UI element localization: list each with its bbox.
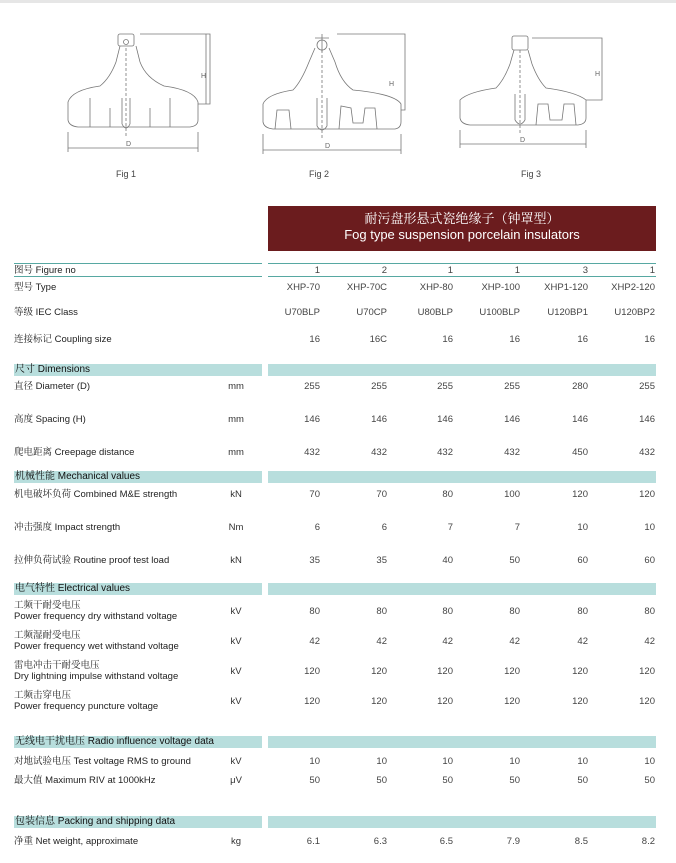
- value-cell: 8.5: [574, 836, 588, 847]
- row-label-en: Combined M&E strength: [73, 489, 178, 500]
- value-cell: 255: [504, 381, 520, 392]
- value-cell: 1: [514, 265, 520, 276]
- value-cell: XHP-100: [481, 282, 520, 293]
- unit-label: kN: [230, 555, 242, 566]
- row-label: [14, 282, 56, 293]
- section-title-zh: 无线电干扰电压: [15, 736, 85, 747]
- value-cell: 6.1: [306, 836, 320, 847]
- row-label-zh: 爬电距离: [14, 447, 53, 458]
- value-cell: 3: [582, 265, 588, 276]
- header-rule-right: [268, 263, 656, 264]
- row-label: [14, 836, 138, 847]
- row-label-zh: 工频干耐受电压: [14, 600, 81, 611]
- value-cell: 10: [309, 756, 320, 767]
- row-label-en: Maximum RIV at 1000kHz: [45, 775, 156, 786]
- value-cell: 432: [639, 447, 655, 458]
- value-cell: 6: [314, 522, 320, 533]
- value-cell: 432: [304, 447, 320, 458]
- value-cell: 432: [437, 447, 453, 458]
- insulator-drawing-fig2: [255, 28, 425, 163]
- value-cell: 42: [376, 636, 387, 647]
- value-cell: 120: [304, 696, 320, 707]
- section-title-zh: 机械性能: [15, 471, 55, 482]
- row-label-zh: 雷电冲击干耐受电压: [14, 660, 100, 671]
- value-cell: 42: [577, 636, 588, 647]
- unit-label: kN: [230, 489, 242, 500]
- row-label: [14, 630, 179, 652]
- row-label-en: Power frequency wet withstand voltage: [14, 641, 179, 652]
- value-cell: 120: [304, 666, 320, 677]
- row-label-en: Power frequency dry withstand voltage: [14, 611, 178, 622]
- figure-caption-2: Fig 2: [308, 169, 329, 179]
- unit-label: Nm: [228, 522, 244, 533]
- value-cell: 120: [572, 489, 588, 500]
- value-cell: 80: [376, 606, 387, 617]
- row-label-zh: 图号: [14, 265, 34, 276]
- value-cell: 146: [304, 414, 320, 425]
- value-cell: U70BLP: [284, 307, 320, 318]
- unit-label: kV: [230, 606, 242, 617]
- section-title: [15, 364, 90, 376]
- value-cell: 80: [644, 606, 655, 617]
- dim-d-label: D: [126, 141, 132, 148]
- row-label-en: Net weight, approximate: [35, 836, 139, 847]
- row-label-en: Impact strength: [54, 522, 121, 533]
- value-cell: 255: [639, 381, 655, 392]
- section-title-en: Radio influence voltage data: [87, 736, 214, 747]
- section-title: [15, 583, 130, 595]
- row-label-en: Test voltage RMS to ground: [73, 756, 191, 767]
- unit-label: μV: [230, 775, 242, 786]
- value-cell: 42: [644, 636, 655, 647]
- row-label: [14, 600, 177, 622]
- value-cell: 120: [504, 696, 520, 707]
- row-label-en: Coupling size: [54, 334, 112, 345]
- unit-label: mm: [228, 447, 244, 458]
- row-label-en: Type: [35, 282, 57, 293]
- table-title-zh: 耐污盘形悬式瓷绝缘子（钟罩型）: [364, 212, 560, 227]
- section-title: [15, 471, 140, 483]
- value-cell: 35: [376, 555, 387, 566]
- row-label-zh: 最大值: [14, 775, 43, 786]
- value-cell: 100: [504, 489, 520, 500]
- row-label-zh: 工频击穿电压: [14, 690, 72, 701]
- figure-caption-1: Fig 1: [115, 169, 136, 179]
- value-cell: XHP-70: [286, 282, 320, 293]
- value-cell: 80: [442, 606, 453, 617]
- value-cell: 120: [639, 489, 655, 500]
- value-cell: XHP1-120: [544, 282, 588, 293]
- value-cell: 35: [309, 555, 320, 566]
- dim-h-label: H: [201, 73, 207, 80]
- value-cell: 80: [577, 606, 588, 617]
- unit-label: kV: [230, 756, 242, 767]
- row-label-en: Diameter (D): [35, 381, 91, 392]
- value-cell: 120: [639, 696, 655, 707]
- value-cell: 16C: [369, 334, 387, 345]
- value-cell: 7.9: [506, 836, 520, 847]
- unit-label: kg: [230, 836, 242, 847]
- figure-caption-3: Fig 3: [520, 169, 541, 179]
- value-cell: 120: [572, 666, 588, 677]
- row-label-zh: 高度: [14, 414, 34, 425]
- row-label: [14, 265, 76, 276]
- row-label-zh: 直径: [14, 381, 34, 392]
- value-cell: 146: [639, 414, 655, 425]
- value-cell: 146: [437, 414, 453, 425]
- value-cell: 450: [572, 447, 588, 458]
- value-cell: 255: [437, 381, 453, 392]
- value-cell: 10: [442, 756, 453, 767]
- value-cell: U80BLP: [417, 307, 453, 318]
- value-cell: 146: [371, 414, 387, 425]
- row-label-en: IEC Class: [35, 307, 78, 318]
- top-divider: [0, 0, 676, 3]
- value-cell: 1: [649, 265, 655, 276]
- value-cell: 10: [644, 756, 655, 767]
- value-cell: 120: [437, 666, 453, 677]
- row-label: [14, 381, 90, 392]
- value-cell: 10: [376, 756, 387, 767]
- value-cell: 40: [442, 555, 453, 566]
- section-band: [268, 471, 656, 483]
- value-cell: 16: [442, 334, 453, 345]
- dim-d-label: D: [325, 143, 331, 150]
- section-title: [15, 736, 214, 748]
- row-label: [14, 690, 158, 712]
- section-title-zh: 包装信息: [15, 816, 55, 827]
- row-label: [14, 756, 191, 767]
- value-cell: 120: [504, 666, 520, 677]
- section-title: [15, 816, 175, 828]
- unit-label: mm: [228, 381, 244, 392]
- row-label-zh: 连接标记: [14, 334, 53, 345]
- row-label-zh: 净重: [14, 836, 34, 847]
- figure-row-rule-right: [268, 276, 656, 277]
- value-cell: 70: [309, 489, 320, 500]
- row-label: [14, 522, 120, 533]
- row-label-zh: 工频湿耐受电压: [14, 630, 81, 641]
- value-cell: 16: [577, 334, 588, 345]
- value-cell: U120BP2: [614, 307, 655, 318]
- section-title-en: Mechanical values: [57, 471, 141, 482]
- row-label-en: Routine proof test load: [73, 555, 170, 566]
- value-cell: 50: [577, 775, 588, 786]
- value-cell: 280: [572, 381, 588, 392]
- value-cell: 120: [639, 666, 655, 677]
- row-label-en: Creepage distance: [54, 447, 135, 458]
- insulator-drawing-fig1: [60, 28, 230, 163]
- row-label: [14, 775, 156, 786]
- value-cell: 10: [644, 522, 655, 533]
- section-band: [268, 816, 656, 828]
- row-label: [14, 555, 169, 566]
- value-cell: 8.2: [641, 836, 655, 847]
- value-cell: 255: [371, 381, 387, 392]
- row-label: [14, 414, 86, 425]
- row-label-en: Dry lightning impulse withstand voltage: [14, 671, 179, 682]
- value-cell: 7: [514, 522, 520, 533]
- section-title-en: Electrical values: [57, 583, 131, 594]
- value-cell: 60: [644, 555, 655, 566]
- unit-label: kV: [230, 636, 242, 647]
- section-band: [268, 583, 656, 595]
- value-cell: 80: [309, 606, 320, 617]
- value-cell: 1: [447, 265, 453, 276]
- row-label-en: Power frequency puncture voltage: [14, 701, 159, 712]
- value-cell: 42: [309, 636, 320, 647]
- row-label-zh: 对地试验电压: [14, 756, 72, 767]
- value-cell: 432: [504, 447, 520, 458]
- section-title-en: Dimensions: [37, 364, 91, 375]
- row-label: [14, 489, 177, 500]
- dim-d-label: D: [520, 137, 526, 144]
- value-cell: 42: [509, 636, 520, 647]
- row-label-zh: 拉伸负荷试验: [14, 555, 72, 566]
- value-cell: 6: [381, 522, 387, 533]
- figure-row-rule-left: [14, 276, 262, 277]
- value-cell: 120: [371, 696, 387, 707]
- row-label-zh: 机电破坏负荷: [14, 489, 72, 500]
- section-title-zh: 尺寸: [15, 364, 35, 375]
- value-cell: 80: [509, 606, 520, 617]
- unit-label: kV: [230, 696, 242, 707]
- value-cell: 10: [577, 756, 588, 767]
- value-cell: 120: [572, 696, 588, 707]
- value-cell: 146: [504, 414, 520, 425]
- row-label-zh: 冲击强度: [14, 522, 53, 533]
- value-cell: XHP-70C: [346, 282, 387, 293]
- section-band: [268, 736, 656, 748]
- value-cell: U100BLP: [479, 307, 520, 318]
- table-title-banner: [268, 206, 656, 251]
- value-cell: 80: [442, 489, 453, 500]
- value-cell: 16: [509, 334, 520, 345]
- value-cell: 6.5: [439, 836, 453, 847]
- insulator-drawing-fig3: [452, 28, 622, 163]
- table-title-en: Fog type suspension porcelain insulators: [344, 227, 580, 242]
- value-cell: XHP-80: [419, 282, 453, 293]
- section-band: [268, 364, 656, 376]
- value-cell: 6.3: [373, 836, 387, 847]
- section-title-zh: 电气特性: [15, 583, 55, 594]
- value-cell: 2: [381, 265, 387, 276]
- value-cell: 70: [376, 489, 387, 500]
- row-label-zh: 型号: [14, 282, 34, 293]
- value-cell: 50: [509, 775, 520, 786]
- unit-label: kV: [230, 666, 242, 677]
- value-cell: 50: [644, 775, 655, 786]
- row-label-zh: 等级: [14, 307, 34, 318]
- value-cell: 60: [577, 555, 588, 566]
- row-label-en: Figure no: [35, 265, 76, 276]
- unit-label: mm: [228, 414, 244, 425]
- value-cell: 1: [314, 265, 320, 276]
- value-cell: 42: [442, 636, 453, 647]
- value-cell: 255: [304, 381, 320, 392]
- value-cell: 50: [442, 775, 453, 786]
- value-cell: 16: [309, 334, 320, 345]
- dim-h-label: H: [389, 81, 395, 88]
- row-label: [14, 660, 178, 682]
- value-cell: 16: [644, 334, 655, 345]
- value-cell: U70CP: [356, 307, 387, 318]
- value-cell: 50: [509, 555, 520, 566]
- value-cell: U120BP1: [547, 307, 588, 318]
- row-label: [14, 447, 134, 458]
- header-rule-left: [14, 263, 262, 264]
- row-label-en: Spacing (H): [35, 414, 86, 425]
- section-title-en: Packing and shipping data: [57, 816, 176, 827]
- value-cell: 120: [371, 666, 387, 677]
- value-cell: 120: [437, 696, 453, 707]
- value-cell: 10: [509, 756, 520, 767]
- value-cell: XHP2-120: [611, 282, 655, 293]
- value-cell: 7: [447, 522, 453, 533]
- row-label: [14, 334, 112, 345]
- row-label: [14, 307, 78, 318]
- value-cell: 146: [572, 414, 588, 425]
- value-cell: 432: [371, 447, 387, 458]
- dim-h-label: H: [595, 71, 601, 78]
- value-cell: 10: [577, 522, 588, 533]
- value-cell: 50: [376, 775, 387, 786]
- value-cell: 50: [309, 775, 320, 786]
